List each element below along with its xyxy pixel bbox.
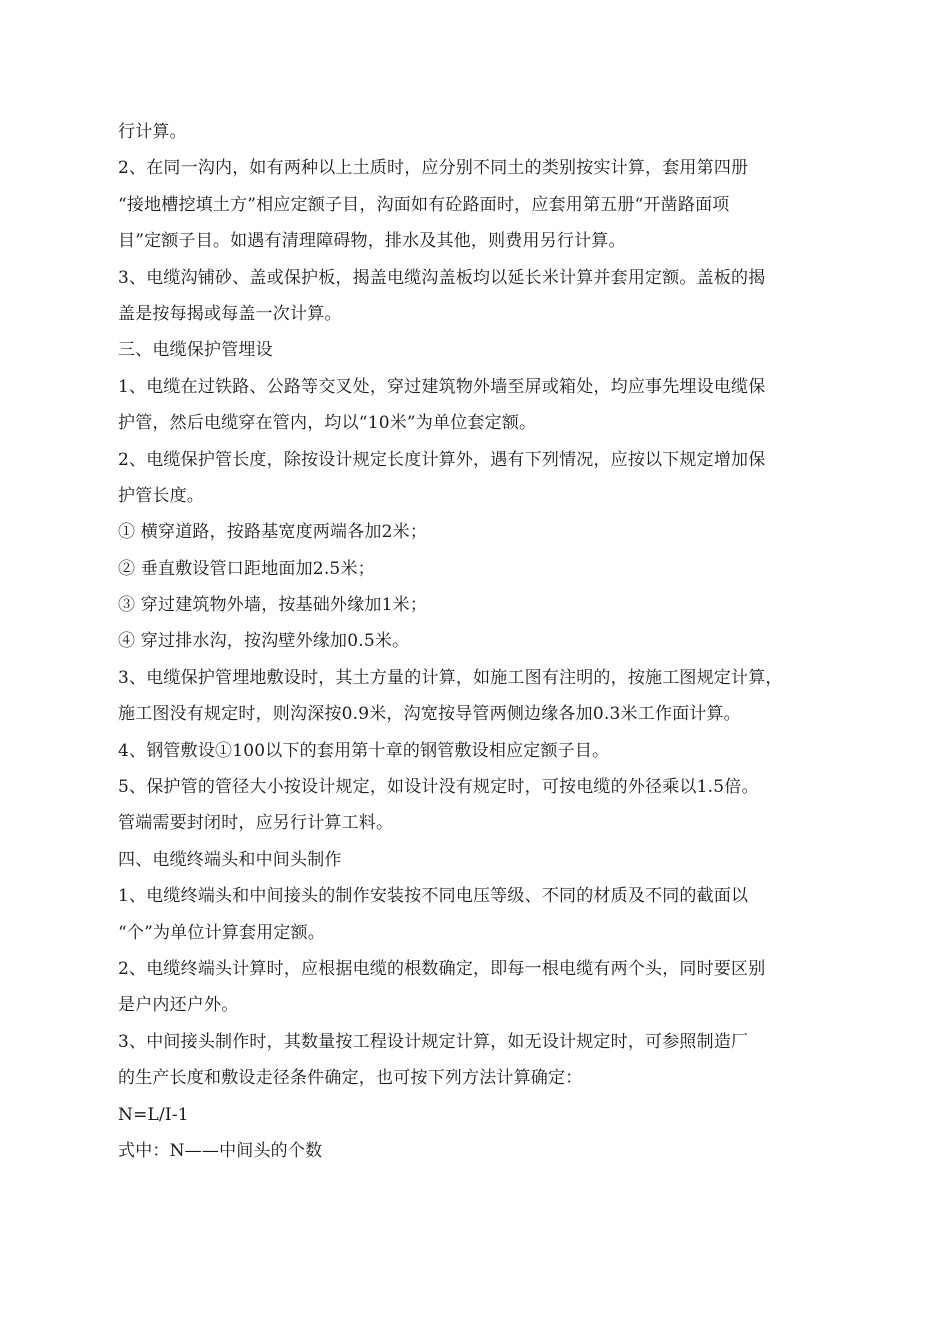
text-line: 2、电缆保护管长度，除按设计规定长度计算外，遇有下列情况，应按以下规定增加保	[118, 449, 766, 470]
section-heading: 三、电缆保护管埋设	[118, 340, 273, 361]
text-line: 3、中间接头制作时，其数量按工程设计规定计算，如无设计规定时，可参照制造厂	[118, 1031, 749, 1052]
list-item: ④ 穿过排水沟，按沟壁外缘加0.5米。	[118, 631, 410, 652]
document-body	[118, 114, 858, 1169]
list-item: ① 横穿道路，按路基宽度两端各加2米；	[118, 522, 428, 543]
text-line: 1、电缆在过铁路、公路等交叉处，穿过建筑物外墙至屏或箱处，均应事先埋设电缆保	[118, 376, 766, 397]
formula: N=L/I-1	[118, 1104, 189, 1125]
list-item: ② 垂直敷设管口距地面加2.5米；	[118, 558, 375, 579]
section-heading: 四、电缆终端头和中间头制作	[118, 849, 342, 870]
text-line: 的生产长度和敷设走径条件确定，也可按下列方法计算确定：	[118, 1068, 583, 1089]
text-line: 管端需要封闭时，应另行计算工料。	[118, 813, 394, 834]
text-line: 护管，然后电缆穿在管内，均以“10米”为单位套定额。	[118, 413, 537, 434]
list-item: ③ 穿过建筑物外墙，按基础外缘加1米；	[118, 595, 428, 616]
text-line: 3、电缆保护管埋地敷设时，其土方量的计算，如施工图有注明的，按施工图规定计算，	[118, 667, 783, 688]
text-line: 2、电缆终端头计算时，应根据电缆的根数确定，即每一根电缆有两个头，同时要区别	[118, 958, 766, 979]
text-line: 目”定额子目。如遇有清理障碍物，排水及其他，则费用另行计算。	[118, 231, 626, 252]
text-line: 4、钢管敷设①100以下的套用第十章的钢管敷设相应定额子目。	[118, 740, 610, 761]
text-line: “接地槽挖填土方”相应定额子目，沟面如有砼路面时，应套用第五册“开凿路面项	[118, 194, 730, 215]
text-line: 是户内还户外。	[118, 995, 239, 1016]
text-line: 盖是按每揭或每盖一次计算。	[118, 303, 342, 324]
text-line: 1、电缆终端头和中间接头的制作安装按不同电压等级、不同的材质及不同的截面以	[118, 886, 749, 907]
formula-legend: 式中：N——中间头的个数	[118, 1140, 323, 1161]
text-line: 护管长度。	[118, 485, 204, 506]
text-line: 行计算。	[118, 122, 187, 142]
text-line: 2、在同一沟内，如有两种以上土质时，应分别不同土的类别按实计算，套用第四册	[118, 158, 749, 179]
text-line: 施工图没有规定时，则沟深按0.9米，沟宽按导管两侧边缘各加0.3米工作面计算。	[118, 704, 741, 725]
text-line: “个”为单位计算套用定额。	[118, 922, 325, 943]
text-line: 5、保护管的管径大小按设计规定，如设计没有规定时，可按电缆的外径乘以1.5倍。	[118, 777, 759, 798]
text-line: 3、电缆沟铺砂、盖或保护板，揭盖电缆沟盖板均以延长米计算并套用定额。盖板的揭	[118, 267, 766, 288]
